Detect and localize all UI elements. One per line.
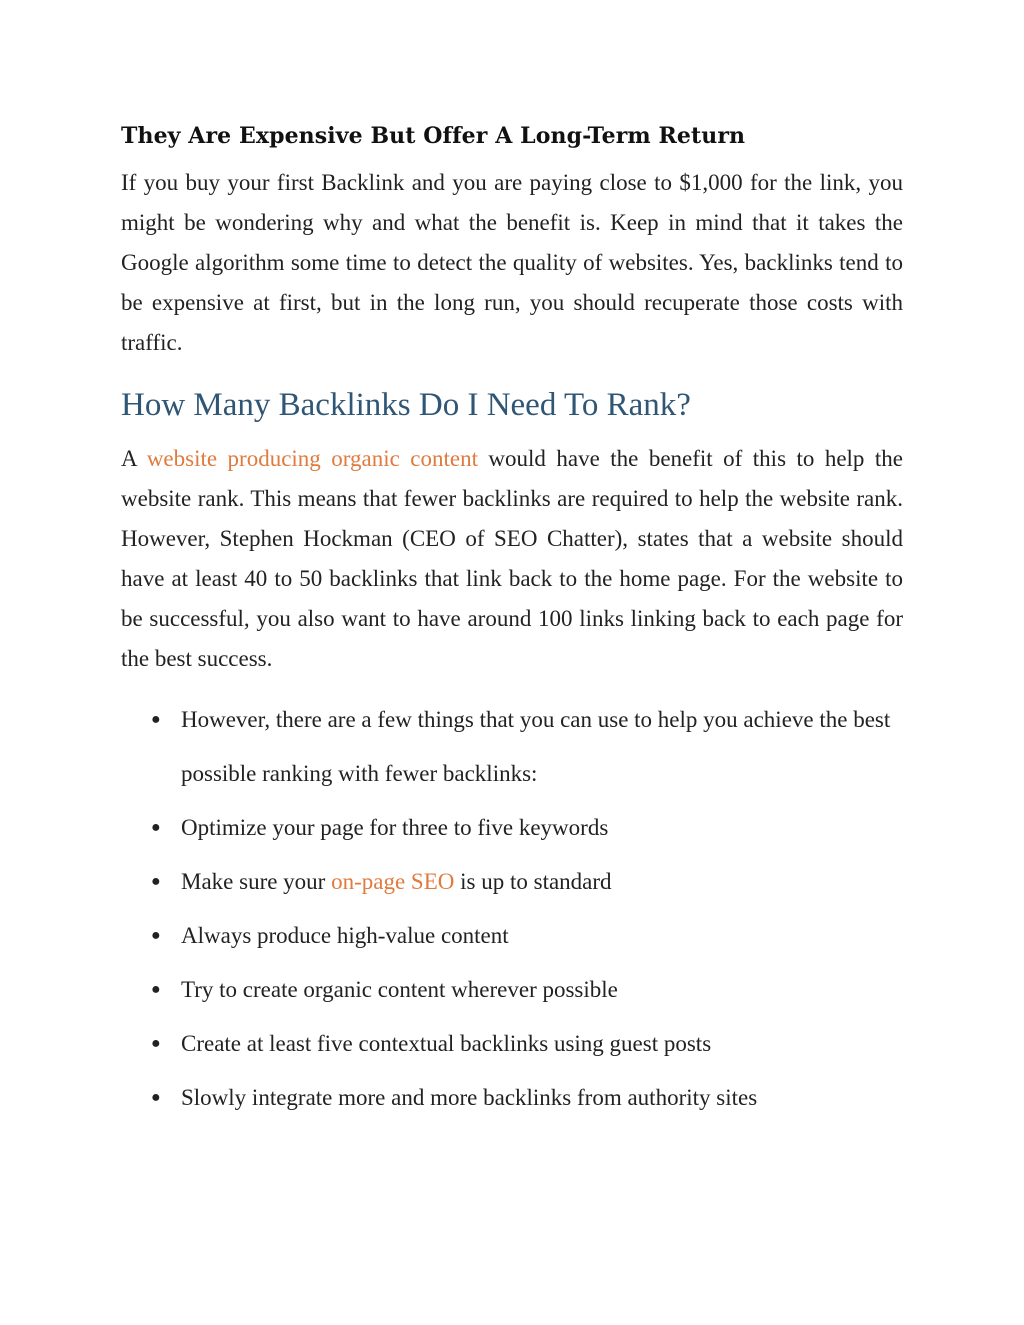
bullet-icon: ● xyxy=(151,1089,161,1106)
list-item xyxy=(121,693,903,801)
document-page xyxy=(121,116,903,1125)
list-item-text: Create at least five contextual backlinks using guest posts xyxy=(181,1031,712,1056)
bullet-icon: ● xyxy=(151,927,161,944)
list-item xyxy=(121,909,903,963)
bullet-icon: ● xyxy=(151,819,161,836)
bullet-icon: ● xyxy=(151,981,161,998)
paragraph-expensive: If you buy your first Backlink and you are paying close to $1,000 for the link, you might be wondering why and what the benefit is. Keep in mind that it takes the Google algorithm some time to detect the quality of websites. Yes, backlinks tend to be expensive at first, but in the long run, you should recuperate those costs with traffic. xyxy=(121,170,903,355)
list-item-text-suffix: is up to standard xyxy=(454,869,612,894)
list-item xyxy=(121,855,903,909)
list-item-text: Always produce high-value content xyxy=(181,923,509,948)
tips-bullet-list xyxy=(121,693,903,1125)
website-producing-organic-content-link[interactable]: website producing organic content xyxy=(146,446,478,471)
paragraph-how-many-backlinks xyxy=(121,439,903,679)
section-heading-expensive: They Are Expensive But Offer A Long-Term Return xyxy=(121,123,746,149)
list-item-text: Slowly integrate more and more backlinks from authority sites xyxy=(181,1085,758,1110)
list-item xyxy=(121,963,903,1017)
bullet-icon: ● xyxy=(151,873,161,890)
list-item-text: Make sure your xyxy=(181,869,332,894)
on-page-seo-link[interactable]: on-page SEO xyxy=(331,869,455,894)
list-item-text: Optimize your page for three to five keywords xyxy=(181,815,609,840)
section-heading-how-many-backlinks: How Many Backlinks Do I Need To Rank? xyxy=(121,387,691,423)
bullet-icon: ● xyxy=(151,1035,161,1052)
bullet-icon: ● xyxy=(151,711,161,728)
list-item xyxy=(121,1071,903,1125)
list-item-text: Try to create organic content wherever possible xyxy=(181,977,618,1002)
list-item xyxy=(121,801,903,855)
paragraph-prefix: A xyxy=(121,446,147,471)
list-item-text: However, there are a few things that you can use to help you achieve the best possible ranking with fewer backlinks: xyxy=(181,707,891,786)
list-item xyxy=(121,1017,903,1071)
paragraph-rest: would have the benefit of this to help the website rank. This means that fewer backlinks are required to help the website rank. However, Stephen Hockman (CEO of SEO Chatter), states that a website should have at least 40 to 50 backlinks that link back to the home page. For the website to be successful, you also want to have around 100 links linking back to each page for the best success. xyxy=(121,446,903,671)
